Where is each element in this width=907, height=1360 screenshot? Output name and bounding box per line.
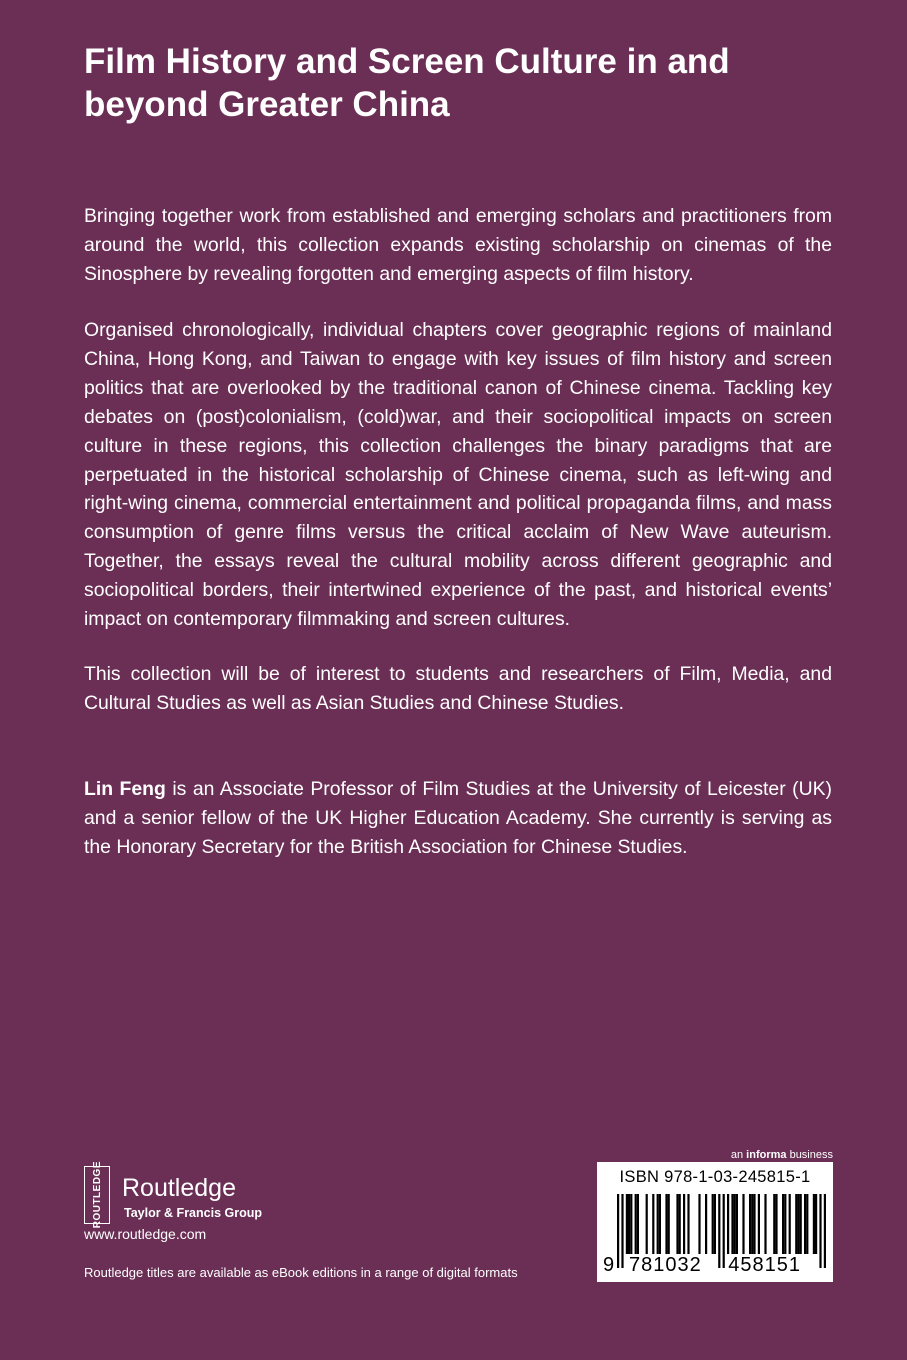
barcode-bar	[751, 1194, 753, 1254]
isbn-barcode	[597, 1162, 833, 1282]
barcode-bar	[683, 1194, 685, 1254]
barcode-bar	[784, 1194, 786, 1254]
author-bio	[84, 775, 832, 862]
barcode-bar	[705, 1194, 707, 1254]
barcode-bar	[742, 1194, 744, 1254]
informa-prefix: an	[730, 1149, 747, 1161]
barcode-bar	[657, 1194, 659, 1254]
routledge-mark-text: ROUTLEDGE	[91, 1161, 103, 1229]
informa-suffix: business	[786, 1149, 833, 1161]
barcode-bar	[698, 1194, 700, 1254]
barcode-bar	[652, 1194, 654, 1254]
barcode-bar	[626, 1194, 628, 1254]
publisher-name: Routledge	[122, 1174, 236, 1202]
book-title: Film History and Screen Culture in and beyond Greater China	[84, 42, 730, 124]
barcode-bar	[687, 1194, 689, 1254]
barcode-bar	[749, 1194, 751, 1254]
barcode-bar	[775, 1194, 777, 1254]
informa-tagline	[731, 1149, 833, 1161]
barcode-lead-digit: 9	[603, 1254, 615, 1276]
description-paragraph-2	[84, 316, 832, 634]
barcode-bar	[659, 1194, 661, 1254]
barcode-bar	[668, 1194, 670, 1254]
barcode-bar	[773, 1194, 775, 1254]
author-bio-body: is an Associate Professor of Film Studies at the University of Leicester (UK) and a senior fellow of the UK Higher Education Academy. She currently is serving as the Honorary Secretary for the British Association for Chinese Studies.	[84, 778, 832, 858]
author-name: Lin Feng	[84, 778, 166, 800]
barcode-bar	[734, 1194, 736, 1254]
author-bio-text	[84, 775, 832, 862]
barcode-bar	[727, 1194, 729, 1254]
barcode-bar	[731, 1194, 733, 1254]
barcode-bar	[789, 1194, 791, 1254]
paragraph-text: Organised chronologically, individual chapters cover geographic regions of mainland China, Hong Kong, and Taiwan to engage with key issues of film history and screen politics that are overlooked by the traditional canon of Chinese cinema. Tackling key debates on (post)colonialism, (cold)war, and their sociopolitical impacts on screen culture in these regions, this collection challenges the binary paradigms that are perpetuated in the historical scholarship of Chinese cinema, such as left-wing and right-wing cinema, commercial entertainment and political propaganda films, and mass consumption of genre films versus the critical acclaim of New Wave auteurism. Together, the essays reveal the cultural mobility across different geographic and sociopolitical borders, their intertwined experience of the past, and historical events’ impact on contemporary filmmaking and screen cultures.	[84, 319, 832, 631]
barcode-bar	[795, 1194, 797, 1254]
barcode-bar	[797, 1194, 799, 1254]
barcode-bar	[637, 1194, 639, 1254]
informa-brand: informa	[746, 1149, 787, 1161]
barcode-bar	[800, 1194, 802, 1254]
barcode-bar	[764, 1194, 766, 1254]
description-paragraph-3	[84, 660, 832, 718]
barcode-bar	[813, 1194, 815, 1254]
ebook-note: Routledge titles are available as eBook editions in a range of digital formats	[84, 1265, 518, 1280]
paragraph-text: This collection will be of interest to students and researchers of Film, Media, and Cultural Studies as well as Asian Studies and Chinese Studies.	[84, 663, 832, 714]
barcode-bar	[712, 1194, 714, 1254]
publisher-website-link[interactable]: www.routledge.com	[84, 1226, 207, 1242]
barcode-bar	[665, 1194, 667, 1254]
barcode-bar	[679, 1194, 681, 1254]
description-paragraph-1	[84, 202, 832, 289]
barcode-bar	[804, 1194, 806, 1254]
barcode-bar	[646, 1194, 648, 1254]
barcode-bar	[758, 1194, 760, 1254]
barcode-digits-left: 781032	[626, 1254, 705, 1277]
barcode-digits-right: 458151	[725, 1254, 804, 1277]
isbn-label: ISBN 978-1-03-245815-1	[619, 1168, 811, 1186]
barcode-bar	[806, 1194, 808, 1254]
barcode-bar	[815, 1194, 817, 1254]
barcode-bar	[676, 1194, 678, 1254]
barcode-digits	[597, 1254, 833, 1277]
barcode-bar	[736, 1194, 738, 1254]
barcode-bar	[753, 1194, 755, 1254]
barcode-bar	[782, 1194, 784, 1254]
publisher-group: Taylor & Francis Group	[124, 1206, 262, 1220]
barcode-bar	[628, 1194, 630, 1254]
routledge-mark-icon	[84, 1161, 110, 1229]
barcode-bar	[635, 1194, 637, 1254]
paragraph-text: Bringing together work from established and emerging scholars and practitioners from around the world, this collection expands existing scholarship on cinemas of the Sinosphere by revealing forgotten and emerging aspects of film history.	[84, 205, 832, 285]
barcode-bar	[630, 1194, 632, 1254]
barcode-bar	[714, 1194, 716, 1254]
